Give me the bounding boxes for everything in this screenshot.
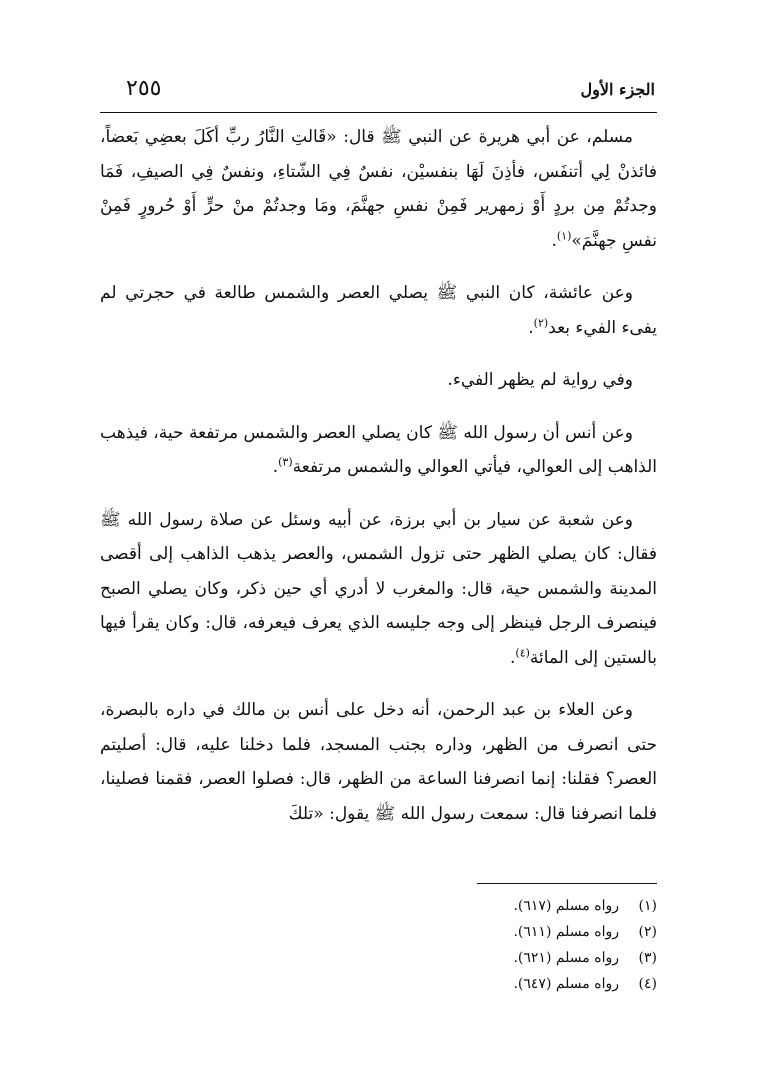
footnote <box>257 919 657 945</box>
footnote-text: رواه مسلم (٦٤٧). <box>513 976 619 992</box>
paragraph: مسلم، عن أبي هريرة عن النبي ﷺ قال: «قَالتِ النَّارُ ربِّ أكَلَ بعضِي بَعضاً، فائذنْ لِي أتنفَس، فأذِنَ لَهَا بنفسيْن، نفسٌ فِي الشّتاءِ، ونفسٌ فِي الصيفِ، فَمَا وجدتُمْ مِن بردٍ أَوْ زمهرير فَمِنْ نفسِ جهنَّمَ، ومَا وجدتُمْ منْ حرٍّ أَوْ حُرورٍ فَمِنْ نفسِ جهنَّمَ»$^{(١)}$. <box>100 127 657 251</box>
footnote-ref: (٣) <box>278 455 293 469</box>
paragraph: وعن العلاء بن عبد الرحمن، أنه دخل على أنس بن مالك في داره بالبصرة، حتى انصرف من الظهر، وداره بجنب المسجد، فلما دخلنا عليه، قال: أصليتم العصر؟ فقلنا: إنما انصرفنا الساعة من الظهر، قال: فصلوا العصر، فقمنا فصلينا، فلما انصرفنا قال: سمعت رسول الله ﷺ يقول: «تلكَ <box>100 700 657 824</box>
paragraph: وفي رواية لم يظهر الفيء. <box>447 370 633 390</box>
footnote-number: (٢) <box>638 924 657 940</box>
footnote-ref: (٤) <box>515 645 530 659</box>
footnote-number: (٣) <box>638 950 657 966</box>
main-text <box>100 118 657 849</box>
footnote-text: رواه مسلم (٦١١). <box>513 924 619 940</box>
footnote-ref: (٢) <box>533 315 549 329</box>
paragraph: وعن عائشة، كان النبي ﷺ يصلي العصر والشمس طالعة في حجرتي لم يفىء الفيء بعد$^{(٢)}$. <box>100 283 657 338</box>
footnote <box>257 893 657 919</box>
footnote-ref: (١) <box>556 228 572 242</box>
page-number: ٢٥٥ <box>126 76 162 101</box>
footnote <box>257 945 657 971</box>
footnote-number: (١) <box>638 898 657 914</box>
page-header <box>100 78 657 113</box>
footnote-number: (٤) <box>638 976 657 992</box>
footnote-text: رواه مسلم (٦٢١). <box>513 950 619 966</box>
footnotes <box>257 893 657 997</box>
footnote-divider <box>477 883 657 884</box>
paragraph: وعن شعبة عن سيار بن أبي برزة، عن أبيه وسئل عن صلاة رسول الله ﷺ فقال: كان يصلي الظهر حتى تزول الشمس، والعصر يذهب الذاهب إلى أقصى المدينة والشمس حية، قال: والمغرب لا أدري أي حين ذكر، وكان يصلي الصبح فينصرف الرجل فينظر إلى وجه جليسه الذي يعرف فيعرفه، قال: وكان يقرأ فيها بالستين إلى المائة$^{(٤)}$. <box>100 509 657 668</box>
paragraph: وعن أنس أن رسول الله ﷺ كان يصلي العصر والشمس مرتفعة حية، فيذهب الذاهب إلى العوالي، فيأتي العوالي والشمس مرتفعة$^{(٣)}$. <box>100 422 657 477</box>
footnote <box>257 971 657 997</box>
footnote-text: رواه مسلم (٦١٧). <box>513 898 619 914</box>
running-title: الجزء الأول <box>580 80 655 99</box>
